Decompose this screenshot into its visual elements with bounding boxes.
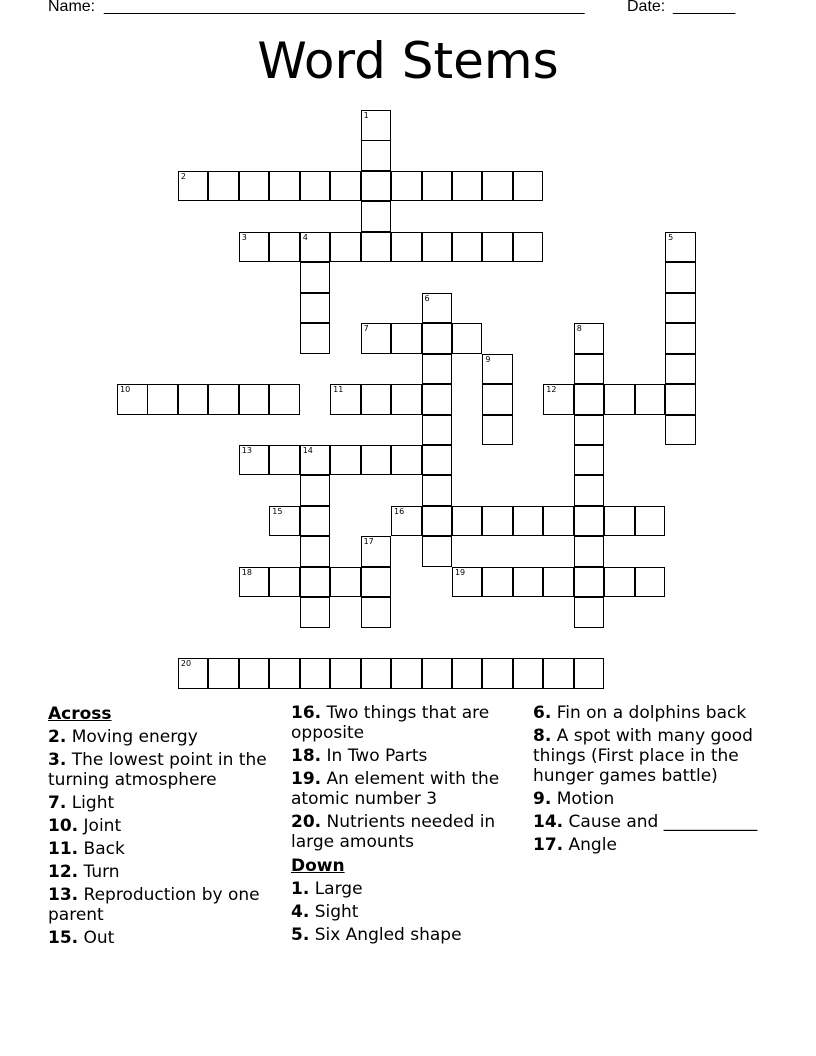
clue-number: 11 bbox=[333, 385, 344, 395]
clue-item bbox=[291, 812, 519, 852]
page-title: Word Stems bbox=[257, 32, 559, 90]
grid-cell[interactable] bbox=[239, 658, 270, 689]
grid-cell[interactable] bbox=[574, 384, 605, 415]
grid-cell[interactable] bbox=[482, 415, 513, 446]
grid-cell[interactable] bbox=[422, 384, 453, 415]
name-label: Name: bbox=[48, 0, 96, 15]
grid-cell[interactable] bbox=[482, 384, 513, 415]
clue-text: Back bbox=[83, 839, 125, 859]
grid-cell[interactable] bbox=[635, 506, 666, 537]
grid-cell[interactable] bbox=[452, 323, 483, 354]
grid-cell[interactable] bbox=[604, 384, 635, 415]
clue-number: 15 bbox=[272, 506, 283, 516]
clue-text: Out bbox=[83, 928, 115, 948]
clue-number: 19 bbox=[454, 567, 466, 577]
grid-cell[interactable] bbox=[330, 445, 361, 476]
clue-number: 7 bbox=[363, 324, 369, 334]
clue-item bbox=[48, 727, 276, 747]
grid-cell[interactable] bbox=[208, 171, 239, 202]
grid-cell[interactable] bbox=[604, 506, 635, 537]
clue-item bbox=[291, 879, 519, 899]
grid-cell[interactable] bbox=[239, 567, 270, 598]
clue-text: Joint bbox=[83, 816, 122, 836]
clue-number-label: 9. bbox=[533, 789, 552, 809]
clue-text: Nutrients needed in large amounts bbox=[291, 812, 496, 852]
clue-item bbox=[48, 750, 276, 790]
grid-cell[interactable] bbox=[452, 658, 483, 689]
grid-cell[interactable] bbox=[574, 415, 605, 446]
grid-cell[interactable] bbox=[635, 567, 666, 598]
grid-cell[interactable] bbox=[391, 384, 422, 415]
grid-cell[interactable] bbox=[178, 171, 209, 202]
grid-cell[interactable] bbox=[300, 262, 331, 293]
clue-number: 17 bbox=[363, 537, 374, 547]
clue-item bbox=[291, 925, 519, 945]
grid-cell[interactable] bbox=[665, 323, 696, 354]
clue-number-label: 14. bbox=[533, 812, 564, 832]
clue-item bbox=[48, 862, 276, 882]
across-clue-list-continued bbox=[291, 703, 519, 852]
grid-cell[interactable] bbox=[574, 354, 605, 385]
grid-cell[interactable] bbox=[635, 384, 666, 415]
grid-cell[interactable] bbox=[422, 445, 453, 476]
grid-cell[interactable] bbox=[543, 384, 574, 415]
grid-cell[interactable] bbox=[361, 384, 392, 415]
grid-cell[interactable] bbox=[422, 323, 453, 354]
grid-cell[interactable] bbox=[482, 567, 513, 598]
clue-text: Six Angled shape bbox=[314, 925, 462, 945]
grid-cell[interactable] bbox=[300, 475, 331, 506]
grid-cell[interactable] bbox=[665, 384, 696, 415]
clue-number: 20 bbox=[180, 659, 192, 669]
clue-number: 8 bbox=[576, 324, 582, 334]
clue-item bbox=[48, 816, 276, 836]
grid-cell[interactable] bbox=[361, 140, 392, 171]
clue-item bbox=[48, 793, 276, 813]
grid-cell[interactable] bbox=[269, 384, 300, 415]
grid-cell[interactable] bbox=[300, 536, 331, 567]
grid-cell[interactable] bbox=[482, 658, 513, 689]
clue-text: Turn bbox=[83, 862, 120, 882]
down-heading: Down bbox=[291, 856, 345, 876]
grid-cell[interactable] bbox=[300, 658, 331, 689]
down-clue-list-continued bbox=[533, 703, 773, 855]
clue-number: 10 bbox=[120, 385, 131, 395]
clue-item bbox=[291, 769, 519, 809]
clue-item bbox=[533, 789, 773, 809]
clue-text: Motion bbox=[556, 789, 615, 809]
grid-cell[interactable] bbox=[361, 536, 392, 567]
clue-item bbox=[291, 703, 519, 743]
name-line: ______________________________________________________ bbox=[104, 0, 585, 15]
grid-cell[interactable] bbox=[665, 354, 696, 385]
grid-cell[interactable] bbox=[269, 567, 300, 598]
grid-cell[interactable] bbox=[269, 658, 300, 689]
grid-cell[interactable] bbox=[391, 506, 422, 537]
grid-cell[interactable] bbox=[117, 384, 148, 415]
clue-number-label: 19. bbox=[291, 769, 322, 789]
grid-cell[interactable] bbox=[574, 445, 605, 476]
grid-cell[interactable] bbox=[452, 232, 483, 263]
grid-cell[interactable] bbox=[269, 506, 300, 537]
clue-item bbox=[291, 746, 519, 766]
clue-text: Large bbox=[314, 879, 363, 899]
clue-column-2 bbox=[291, 700, 519, 945]
grid-cell[interactable] bbox=[361, 597, 392, 628]
clue-text: Sight bbox=[314, 902, 359, 922]
clue-number: 14 bbox=[302, 445, 313, 455]
grid-cell[interactable] bbox=[361, 110, 392, 141]
clue-number-label: 2. bbox=[48, 727, 67, 747]
grid-cell[interactable] bbox=[300, 171, 331, 202]
grid-cell[interactable] bbox=[422, 475, 453, 506]
grid-cell[interactable] bbox=[422, 536, 453, 567]
clue-item bbox=[48, 885, 276, 925]
grid-cell[interactable] bbox=[422, 506, 453, 537]
clue-text: Light bbox=[71, 793, 115, 813]
grid-cell[interactable] bbox=[300, 506, 331, 537]
grid-cell[interactable] bbox=[269, 445, 300, 476]
grid-cell[interactable] bbox=[330, 384, 361, 415]
grid-cell[interactable] bbox=[330, 567, 361, 598]
grid-cell[interactable] bbox=[513, 171, 544, 202]
clue-number-label: 4. bbox=[291, 902, 310, 922]
grid-cell[interactable] bbox=[665, 293, 696, 324]
clue-number: 16 bbox=[394, 506, 405, 516]
clue-number-label: 17. bbox=[533, 835, 564, 855]
grid-cell[interactable] bbox=[574, 475, 605, 506]
grid-cell[interactable] bbox=[361, 658, 392, 689]
clue-number: 1 bbox=[363, 111, 369, 120]
clue-number: 12 bbox=[546, 385, 557, 395]
across-clue-list bbox=[48, 727, 276, 948]
grid-cell[interactable] bbox=[239, 445, 270, 476]
clue-item bbox=[291, 902, 519, 922]
clue-number-label: 10. bbox=[48, 816, 79, 836]
grid-cell[interactable] bbox=[300, 293, 331, 324]
grid-cell[interactable] bbox=[452, 567, 483, 598]
clue-text: Reproduction by one parent bbox=[48, 885, 260, 925]
grid-cell[interactable] bbox=[574, 567, 605, 598]
clue-item bbox=[48, 928, 276, 948]
clue-number: 2 bbox=[180, 171, 186, 181]
grid-cell[interactable] bbox=[178, 384, 209, 415]
clue-number-label: 18. bbox=[291, 746, 322, 766]
grid-cell[interactable] bbox=[513, 232, 544, 263]
clue-text: An element with the atomic number 3 bbox=[291, 769, 500, 809]
grid-cell[interactable] bbox=[665, 232, 696, 263]
grid-cell[interactable] bbox=[391, 445, 422, 476]
clue-text: Two things that are opposite bbox=[291, 703, 490, 743]
grid-cell[interactable] bbox=[391, 171, 422, 202]
grid-cell[interactable] bbox=[330, 171, 361, 202]
grid-cell[interactable] bbox=[300, 232, 331, 263]
clue-item bbox=[533, 703, 773, 723]
grid-cell[interactable] bbox=[482, 354, 513, 385]
clue-text: Fin on a dolphins back bbox=[556, 703, 747, 723]
grid-cell[interactable] bbox=[604, 567, 635, 598]
clue-number-label: 6. bbox=[533, 703, 552, 723]
grid-cell[interactable] bbox=[482, 232, 513, 263]
clue-number-label: 5. bbox=[291, 925, 310, 945]
grid-cell[interactable] bbox=[665, 415, 696, 446]
grid-cell[interactable] bbox=[361, 323, 392, 354]
grid-cell[interactable] bbox=[574, 658, 605, 689]
grid-cell[interactable] bbox=[361, 201, 392, 232]
grid-cell[interactable] bbox=[513, 506, 544, 537]
clue-item bbox=[533, 726, 773, 786]
clue-item bbox=[533, 835, 773, 855]
grid-cell[interactable] bbox=[482, 171, 513, 202]
clue-number-label: 12. bbox=[48, 862, 79, 882]
clue-text: A spot with many good things (First place in the hunger games battle) bbox=[533, 726, 753, 786]
across-heading: Across bbox=[48, 704, 112, 724]
grid-cell[interactable] bbox=[300, 445, 331, 476]
clue-number-label: 7. bbox=[48, 793, 67, 813]
clue-number: 6 bbox=[424, 293, 430, 303]
grid-cell[interactable] bbox=[239, 232, 270, 263]
grid-cell[interactable] bbox=[361, 567, 392, 598]
clue-number: 9 bbox=[485, 354, 491, 364]
clue-text: The lowest point in the turning atmosphere bbox=[48, 750, 267, 790]
grid-cell[interactable] bbox=[513, 658, 544, 689]
clue-number-label: 13. bbox=[48, 885, 79, 905]
grid-cell[interactable] bbox=[665, 262, 696, 293]
date-line: _______ bbox=[673, 0, 736, 15]
grid-cell[interactable] bbox=[239, 384, 270, 415]
grid-cell[interactable] bbox=[574, 506, 605, 537]
grid-cell[interactable] bbox=[300, 567, 331, 598]
grid-cell[interactable] bbox=[543, 658, 574, 689]
clue-column-3 bbox=[533, 700, 773, 855]
clue-text: Moving energy bbox=[71, 727, 198, 747]
clue-column-1 bbox=[48, 700, 276, 948]
grid-cell[interactable] bbox=[391, 232, 422, 263]
grid-cell[interactable] bbox=[391, 658, 422, 689]
date-label: Date: bbox=[627, 0, 666, 15]
clue-number-label: 1. bbox=[291, 879, 310, 899]
grid-cell[interactable] bbox=[361, 445, 392, 476]
clue-number: 5 bbox=[668, 232, 674, 242]
clue-number-label: 8. bbox=[533, 726, 552, 746]
grid-cell[interactable] bbox=[452, 506, 483, 537]
grid-cell[interactable] bbox=[300, 597, 331, 628]
grid-cell[interactable] bbox=[513, 567, 544, 598]
clue-number-label: 11. bbox=[48, 839, 79, 859]
grid-cell[interactable] bbox=[543, 506, 574, 537]
clue-number: 18 bbox=[241, 567, 252, 577]
down-clue-list bbox=[291, 879, 519, 945]
grid-cell[interactable] bbox=[391, 323, 422, 354]
clue-number: 4 bbox=[302, 232, 308, 242]
grid-cell[interactable] bbox=[208, 384, 239, 415]
grid-cell[interactable] bbox=[452, 171, 483, 202]
grid-cell[interactable] bbox=[422, 354, 453, 385]
grid-cell[interactable] bbox=[422, 232, 453, 263]
clue-number: 3 bbox=[241, 232, 247, 242]
grid-cell[interactable] bbox=[422, 415, 453, 446]
clue-number-label: 15. bbox=[48, 928, 79, 948]
clue-item bbox=[533, 812, 773, 832]
grid-cell[interactable] bbox=[269, 232, 300, 263]
grid-cell[interactable] bbox=[574, 323, 605, 354]
clue-number: 13 bbox=[241, 445, 252, 455]
clue-number-label: 20. bbox=[291, 812, 322, 832]
grid-cell[interactable] bbox=[422, 658, 453, 689]
clue-item bbox=[48, 839, 276, 859]
grid-cell[interactable] bbox=[543, 567, 574, 598]
grid-cell[interactable] bbox=[330, 658, 361, 689]
grid-cell[interactable] bbox=[422, 293, 453, 324]
clue-text: Cause and ___________ bbox=[568, 812, 758, 832]
grid-cell[interactable] bbox=[361, 232, 392, 263]
grid-cell[interactable] bbox=[574, 536, 605, 567]
clue-number-label: 3. bbox=[48, 750, 67, 770]
grid-cell[interactable] bbox=[482, 506, 513, 537]
grid-cell[interactable] bbox=[269, 171, 300, 202]
clue-text: In Two Parts bbox=[326, 746, 428, 766]
grid-cell[interactable] bbox=[239, 171, 270, 202]
grid-cell[interactable] bbox=[574, 597, 605, 628]
grid-cell[interactable] bbox=[422, 171, 453, 202]
clue-number-label: 16. bbox=[291, 703, 322, 723]
grid-cell[interactable] bbox=[208, 658, 239, 689]
grid-cell[interactable] bbox=[330, 232, 361, 263]
grid-cell[interactable] bbox=[178, 658, 209, 689]
clue-text: Angle bbox=[568, 835, 617, 855]
grid-cell[interactable] bbox=[361, 171, 392, 202]
grid-cell[interactable] bbox=[147, 384, 178, 415]
grid-cell[interactable] bbox=[300, 323, 331, 354]
